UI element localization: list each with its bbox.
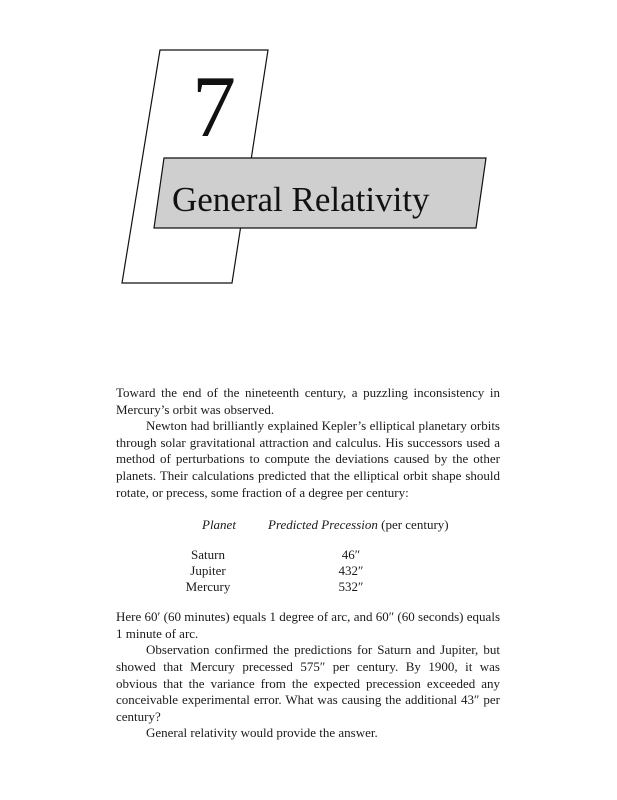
planet-name: Saturn <box>191 547 225 563</box>
newton-paragraph: Newton had brilliantly explained Kepler’s elliptical planetary orbits through solar gravitational attraction and calculus. His successors used a method of perturbations to compute the deviations caused by the other planets. Their calculations predicted that the elliptical orbit shape should rotate, or precess, some fraction of a degree per century: <box>116 418 500 500</box>
observation-paragraph: Observation confirmed the predictions for Saturn and Jupiter, but showed that Mercury precessed 575″ per century. By 1900, it was obvious that the variance from the expected precession exceeded any conceivable experimental error. What was causing the additional 43″ per century? <box>116 642 500 724</box>
precession-table <box>116 517 500 599</box>
chapter-number: 7 <box>192 59 236 156</box>
chapter-title: General Relativity <box>172 180 430 219</box>
table-header-planet: Planet <box>202 517 236 533</box>
chapter-heading-graphic <box>0 0 617 300</box>
planet-name: Jupiter <box>190 563 226 579</box>
precession-value: 46″ <box>341 547 361 563</box>
precession-value: 432″ <box>338 563 364 579</box>
planet-name: Mercury <box>185 579 231 595</box>
table-header-precession: Predicted Precession (per century) <box>268 517 449 533</box>
answer-paragraph: General relativity would provide the answer. <box>146 725 378 741</box>
arc-paragraph: Here 60′ (60 minutes) equals 1 degree of arc, and 60″ (60 seconds) equals 1 minute of arc. <box>116 609 500 641</box>
table-row <box>116 579 500 595</box>
intro-paragraph: Toward the end of the nineteenth century, a puzzling inconsistency in Mercury’s orbit was observed. <box>116 385 500 417</box>
precession-value: 532″ <box>338 579 364 595</box>
table-header-unit: (per century) <box>381 517 449 533</box>
table-row <box>116 547 500 563</box>
body-text <box>116 385 500 742</box>
table-row <box>116 563 500 579</box>
